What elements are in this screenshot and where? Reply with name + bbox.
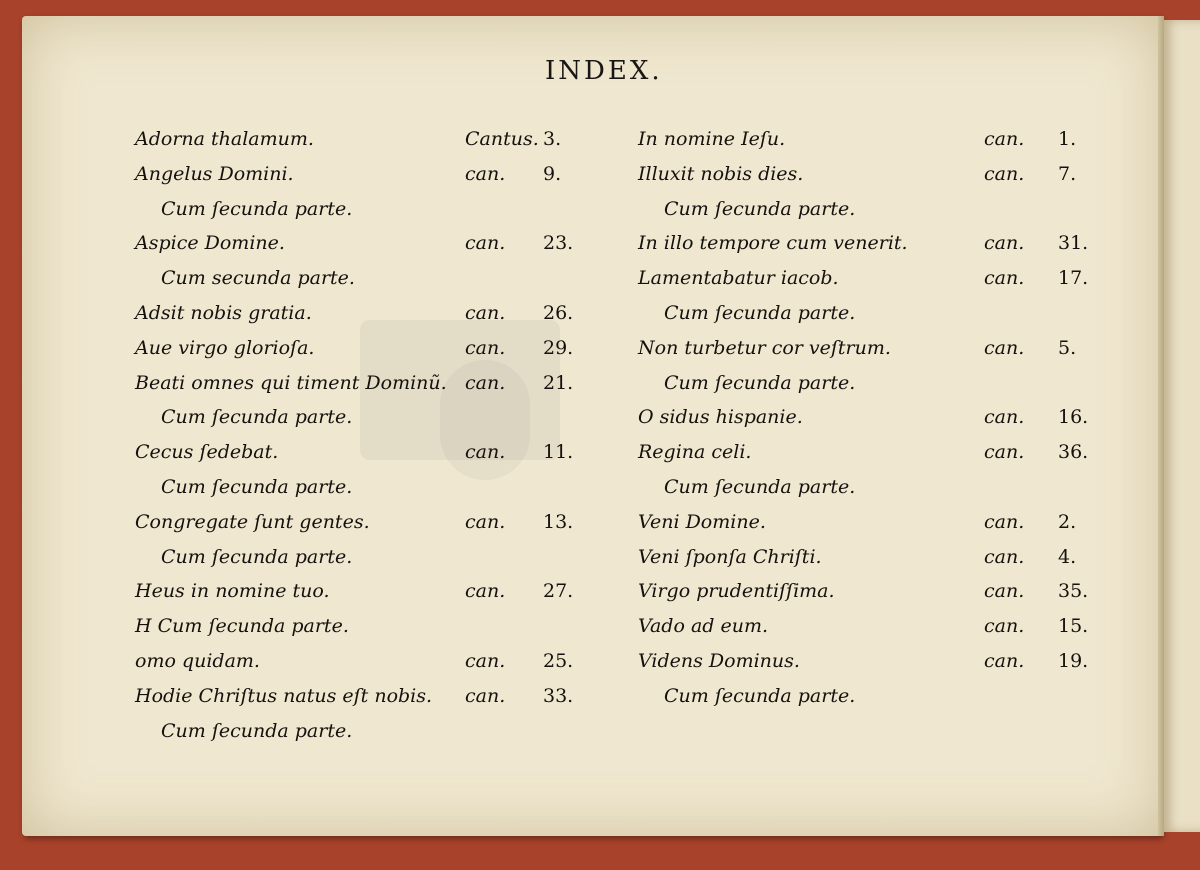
entry-title: Cum secunda parte.	[161, 267, 355, 290]
entry-title: Adsit nobis gratia.	[135, 301, 312, 324]
entry-title: Aspice Domine.	[135, 232, 285, 255]
entry-title: Cum ſecunda parte.	[161, 475, 353, 498]
entry-title: omo quidam.	[135, 649, 260, 672]
entry-voice-label: can.	[465, 441, 506, 464]
entry-number: 7.	[1058, 162, 1077, 185]
entry-voice-label: can.	[984, 545, 1025, 568]
entry-number: 23.	[543, 232, 574, 255]
entry-title: Regina celi.	[638, 441, 752, 464]
entry-title: Angelus Domini.	[135, 162, 294, 185]
entry-voice-label: can.	[465, 510, 506, 533]
entry-voice-label: can.	[984, 510, 1025, 533]
entry-voice-label: can.	[984, 441, 1025, 464]
entry-title: Lamentabatur iacob.	[638, 267, 839, 290]
entry-number: 31.	[1058, 232, 1089, 255]
entry-title: Hodie Chriſtus natus eſt nobis.	[135, 684, 433, 707]
entry-title: In illo tempore cum venerit.	[638, 232, 908, 255]
entry-number: 13.	[543, 510, 574, 533]
entry-number: 16.	[1058, 406, 1089, 429]
entry-title: Videns Dominus.	[638, 649, 800, 672]
entry-title: Illuxit nobis dies.	[638, 162, 804, 185]
entry-title: Veni Domine.	[638, 510, 766, 533]
entry-title: Cum ſecunda parte.	[161, 197, 353, 220]
entry-number: 4.	[1058, 545, 1077, 568]
entry-title: Aue virgo glorioſa.	[135, 336, 315, 359]
entry-voice-label: can.	[984, 128, 1025, 150]
entry-voice-label: can.	[465, 336, 506, 359]
entry-number: 33.	[543, 684, 574, 707]
entry-number: 21.	[543, 371, 574, 394]
entry-title: H Cum ſecunda parte.	[135, 615, 349, 638]
entry-title: Veni ſponſa Chriſti.	[638, 545, 822, 568]
entry-number: 26.	[543, 301, 574, 324]
entry-title: Vado ad eum.	[638, 615, 769, 638]
entry-number: 36.	[1058, 441, 1089, 464]
entry-voice-label: can.	[984, 649, 1025, 672]
entry-voice-label: can.	[465, 232, 506, 255]
entry-number: 17.	[1058, 267, 1089, 290]
entry-title: In nomine Ieſu.	[638, 128, 786, 150]
entry-voice-label: can.	[984, 267, 1025, 290]
entry-title: Virgo prudentiſſima.	[638, 580, 835, 603]
entry-number: 11.	[543, 441, 574, 464]
next-page-edge	[1164, 20, 1200, 832]
page-title: INDEX.	[545, 56, 663, 86]
entry-title: Congregate ſunt gentes.	[135, 510, 370, 533]
entry-number: 27.	[543, 580, 574, 603]
entry-number: 25.	[543, 649, 574, 672]
entry-number: 5.	[1058, 336, 1077, 359]
entry-number: 15.	[1058, 615, 1089, 638]
entry-title: Cum ſecunda parte.	[161, 406, 353, 429]
entry-voice-label: can.	[984, 406, 1025, 429]
entry-title: Cecus ſedebat.	[135, 441, 279, 464]
entry-title: Cum ſecunda parte.	[664, 475, 856, 498]
entry-title: Cum ſecunda parte.	[664, 684, 856, 707]
entry-title: Cum ſecunda parte.	[161, 545, 353, 568]
entry-voice-label: can.	[984, 162, 1025, 185]
entry-number: 3.	[543, 128, 562, 150]
entry-title: Beati omnes qui timent Dominũ.	[135, 371, 447, 394]
entry-voice-label: Cantus.	[465, 128, 539, 150]
entry-voice-label: can.	[465, 684, 506, 707]
entry-title: Cum ſecunda parte.	[664, 301, 856, 324]
entry-title: Cum ſecunda parte.	[161, 719, 353, 742]
entry-voice-label: can.	[984, 232, 1025, 255]
entry-voice-label: can.	[465, 649, 506, 672]
entry-voice-label: can.	[465, 371, 506, 394]
entry-title: Cum ſecunda parte.	[664, 197, 856, 220]
entry-number: 19.	[1058, 649, 1089, 672]
entry-voice-label: can.	[984, 615, 1025, 638]
entry-number: 2.	[1058, 510, 1077, 533]
entry-number: 35.	[1058, 580, 1089, 603]
entry-number: 9.	[543, 162, 562, 185]
entry-voice-label: can.	[984, 336, 1025, 359]
entry-title: Cum ſecunda parte.	[664, 371, 856, 394]
entry-voice-label: can.	[465, 162, 506, 185]
entry-number: 29.	[543, 336, 574, 359]
entry-title: Heus in nomine tuo.	[135, 580, 330, 603]
entry-title: O sidus hispanie.	[638, 406, 803, 429]
entry-number: 1.	[1058, 128, 1077, 150]
entry-title: Non turbetur cor veſtrum.	[638, 336, 891, 359]
entry-voice-label: can.	[984, 580, 1025, 603]
entry-title: Adorna thalamum.	[135, 128, 314, 150]
entry-voice-label: can.	[465, 301, 506, 324]
entry-voice-label: can.	[465, 580, 506, 603]
